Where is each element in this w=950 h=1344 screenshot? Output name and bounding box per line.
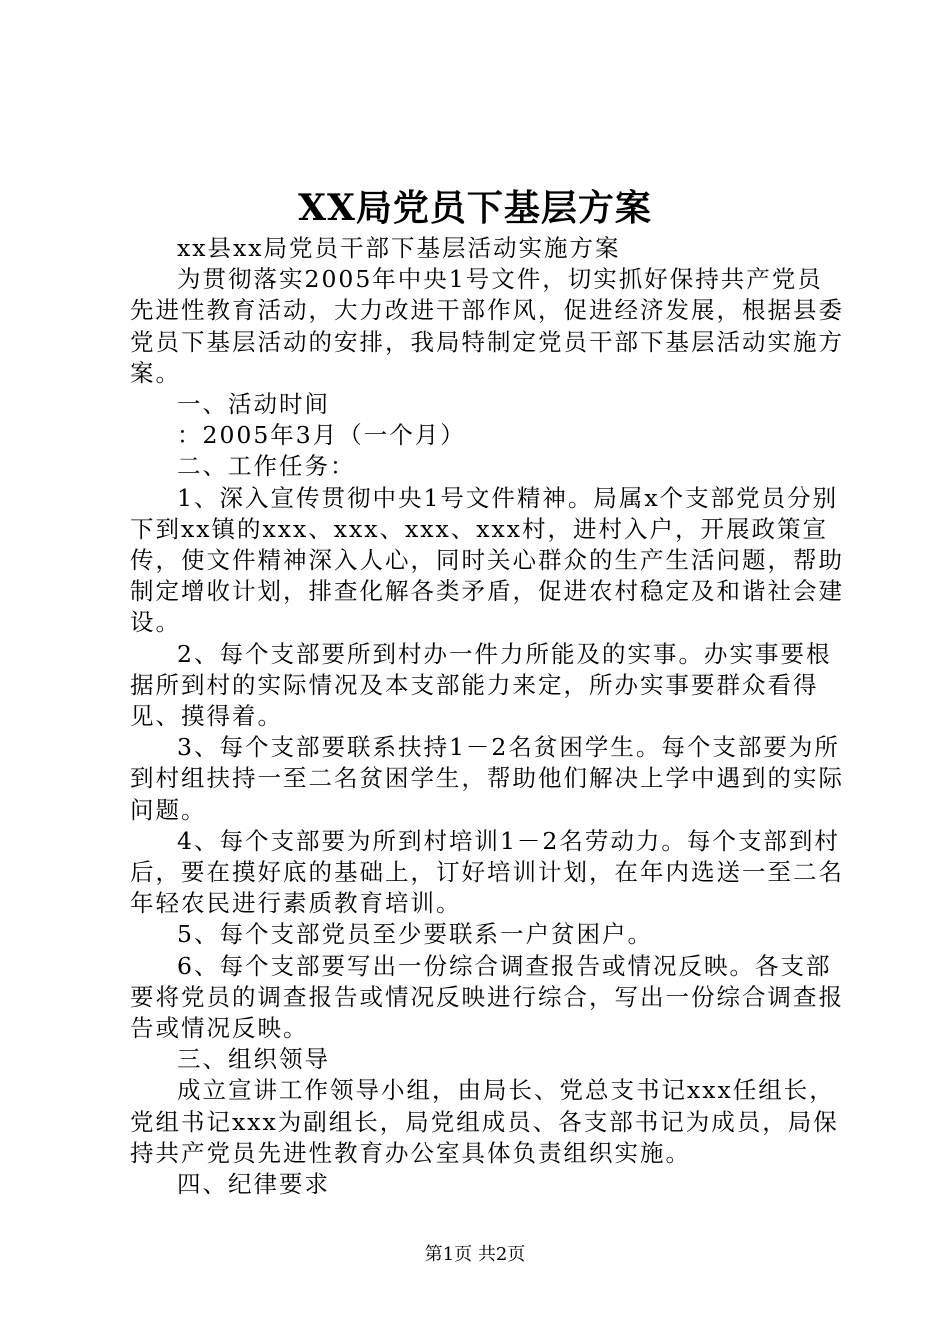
section-heading-work-tasks: 二、工作任务：	[177, 452, 356, 481]
task-item-5: 5、每个支部党员至少要联系一户贫困户。	[177, 920, 653, 949]
task-item-2: 2、每个支部要所到村办一件力所能及的实事。办实事要根据所到村的实际情况及本支部能力来定，所办实事要群众看得见、摸得着。	[130, 639, 832, 731]
section-heading-discipline: 四、纪律要求	[177, 1170, 330, 1199]
task-item-4: 4、每个支部要为所到村培训1－2名劳动力。每个支部到村后，要在摸好底的基础上，订好培训计划，在年内选送一至二名年轻农民进行素质教育培训。	[130, 826, 844, 918]
subtitle-paragraph: xx县xx局党员干部下基层活动实施方案	[177, 234, 621, 262]
section-heading-organization: 三、组织领导	[177, 1045, 330, 1074]
task-item-1: 1、深入宣传贯彻中央1号文件精神。局属x个支部党员分别下到xx镇的xxx、xxx、xxx、xxx村，进村入户，开展政策宣传，使文件精神深入人心，同时关心群众的生产生活问题，帮助制定增收计划，排查化解各类矛盾，促进农村稳定及和谐社会建设。	[130, 483, 844, 637]
task-item-6: 6、每个支部要写出一份综合调查报告或情况反映。各支部要将党员的调查报告或情况反映进行综合，写出一份综合调查报告或情况反映。	[130, 951, 844, 1043]
activity-time-paragraph: ：2005年3月（一个月）	[177, 421, 466, 450]
organization-paragraph: 成立宣讲工作领导小组，由局长、党总支书记xxx任组长，党组书记xxx为副组长，局党组成员、各支部书记为成员，局保持共产党员先进性教育办公室具体负责组织实施。	[130, 1076, 839, 1167]
page-number-footer: 第1页 共2页	[424, 1244, 526, 1265]
intro-paragraph: 为贯彻落实2005年中央1号文件，切实抓好保持共产党员先进性教育活动，大力改进干部作风，促进经济发展，根据县委党员下基层活动的安排，我局特制定党员干部下基层活动实施方案。	[130, 265, 844, 387]
document-body	[130, 233, 845, 1200]
section-heading-activity-time: 一、活动时间	[177, 390, 330, 419]
task-item-3: 3、每个支部要联系扶持1－2名贫困学生。每个支部要为所到村组扶持一至二名贫困学生，帮助他们解决上学中遇到的实际问题。	[130, 733, 844, 824]
document-title: XX局党员下基层方案	[298, 187, 652, 229]
